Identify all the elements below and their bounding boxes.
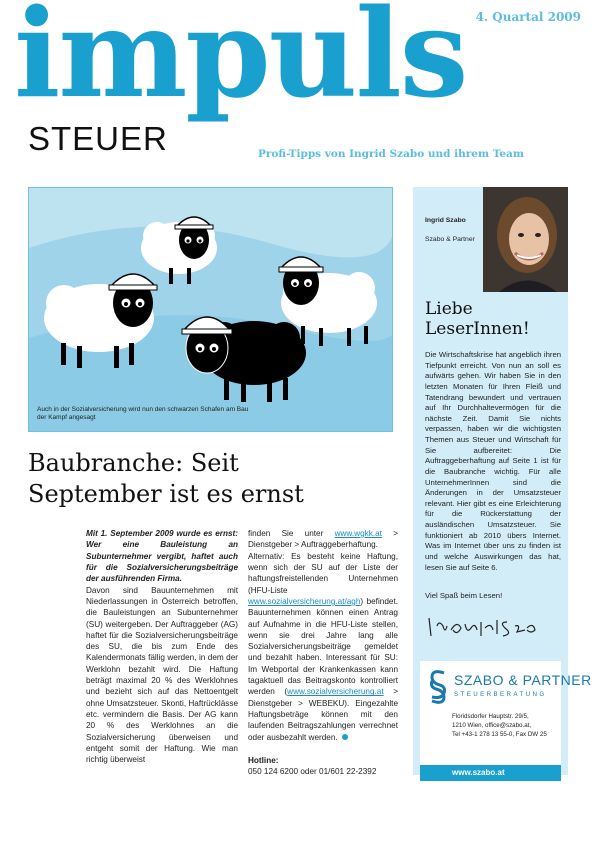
text-span: > Dienstgeber > Auftraggeberhaftung. <box>248 529 398 550</box>
title-line2: LeserInnen! <box>425 319 530 340</box>
masthead-title: impuls <box>14 0 467 125</box>
sheep-illustration <box>29 188 393 432</box>
sidebar-body: Die Wirtschaftskrise hat angeblich ihren Tiefpunkt erreicht. Von nun an soll es aufwärts gehen. Wir haben Sie in den letzten Monaten für Ihren Fleiß und Tatendrang bewundert und vertrauen auf Ihr Durchhaltevermögen für die nächste Zeit. Damit Sie nichts verpassen, haben wir die wichtigsten Themen aus Steuer und Wirtschaft für Sie aufbereitet: Die Auftraggeberhaftung auf Seite 1 ist für die Baubranche wichtig. Für alle UnternehmerInnen sind die Änderungen in der Umsatzsteuer relevant. Hier gibt es eine Erleichterung für die Rückerstattung der ausländischen Umsatzsteuer. Sie funktioniert ab 2010 übers Internet. Was im Internet über uns zu finden ist und welche Auswirkungen das hat, lesen Sie auf Seite 6. <box>425 350 561 572</box>
headline-line2: September ist es ernst <box>28 480 304 509</box>
title-line1: Liebe <box>425 299 473 319</box>
article-paragraph-2 <box>248 528 398 551</box>
masthead-subtitle: STEUER <box>28 120 168 157</box>
headline-line1: Baubranche: Seit <box>28 449 239 477</box>
sidebar-closing: Viel Spaß beim Lesen! <box>425 591 503 600</box>
company-name: SZABO & PARTNER <box>454 672 592 688</box>
issue-label: 4. Quartal 2009 <box>475 10 581 24</box>
editorial-sidebar <box>413 187 592 777</box>
section-sign-icon <box>428 669 448 705</box>
agh-link[interactable]: www.sozialversicherung.at/agh <box>248 596 361 606</box>
company-address <box>452 713 547 740</box>
hero-illustration <box>28 187 393 432</box>
wgkk-link[interactable]: www.wgkk.at <box>334 529 382 538</box>
address-line: Floridsdorfer Hauptstr. 29/5, <box>452 713 529 720</box>
signature-image <box>423 612 543 642</box>
text-span: ) befindet. Bauunternehmen können einen Antrag auf Aufnahme in die HFU-Liste stellen, wenn sie drei Jahre lang alle Sozialversicherungsbeiträge gemeldet und bezahlt haben. Interessant für SU: Im Webportal der Krankenkassen kann tagaktuell das Beitragskonto kontrolliert werden ( <box>248 596 398 697</box>
author-firm: Szabo & Partner <box>425 236 475 243</box>
hero-caption: Auch in der Sozialversicherung wird nun den schwarzen Schafen am Bau der Kampf angesagt <box>37 406 249 422</box>
hotline-numbers: 050 124 6200 oder 01/601 22-2392 <box>248 767 377 777</box>
company-subtitle: STEUERBERATUNG <box>454 691 547 698</box>
text-span: finden Sie unter <box>248 529 324 538</box>
text-span: > Dienstgeber > WEBEKU). Eingezahlte Haftungsbeträge können mit den laufenden Beitragszahlungen verrechnet oder ausbezahlt werden. <box>248 687 399 742</box>
company-website-link[interactable]: www.szabo.at <box>420 765 561 781</box>
address-line: 1210 Wien, office@szabo.at, <box>452 721 532 729</box>
author-name: Ingrid Szabo <box>425 217 466 224</box>
sozialversicherung-link[interactable]: www.sozialversicherung.at <box>287 687 384 697</box>
hotline-label: Hotline: <box>248 755 279 765</box>
article-headline <box>28 448 398 510</box>
text-span: Alternativ: Es besteht keine Haftung, wenn sich der SU auf der Liste der haftungsfreistellenden Unternehmen (HFU-Liste <box>248 551 398 595</box>
article-paragraph: Davon sind Bauunternehmen mit Niederlassungen in Österreich betroffen, die Bauleistungen an Subunternehmer (SU) weitergeben. Der Auftraggeber (AG) haftet für die Sozialversicherungsbeiträge des SU, die bis zum Ende des Kalendermonats fällig werden, in dem der Werklohn bezahlt wird. Die Haftung beträgt maximal 20 % des Werklohnes und bezieht sich auf das Nettoentgelt ohne Umsatzsteuer. Skonti, Haftrücklässe etc. vermindern die Basis. Der AG kann 20 % des Werklohnes an die Sozialversicherung überweisen und entgeht somit der Haftung. Wie man richtig überweist <box>86 585 238 765</box>
sidebar-title <box>425 299 530 340</box>
tagline: Profi-Tipps von Ingrid Szabo und ihrem Team <box>258 148 524 160</box>
address-line: Tel +43-1 278 13 55-0, Fax DW 25 <box>452 730 547 738</box>
article-column-2 <box>248 528 398 778</box>
portrait-image <box>483 187 568 292</box>
article-paragraph-3 <box>248 551 398 743</box>
article-column-1 <box>86 528 238 766</box>
company-logo-box <box>420 661 592 777</box>
end-dot-icon <box>342 734 348 740</box>
author-portrait <box>483 187 568 292</box>
article-lead: Mit 1. September 2009 wurde es ernst: Wer eine Bauleistung an Subunternehmer vergibt, haftet auch für die Sozialversicherungsbeiträge der ausführenden Firma. <box>86 529 238 584</box>
